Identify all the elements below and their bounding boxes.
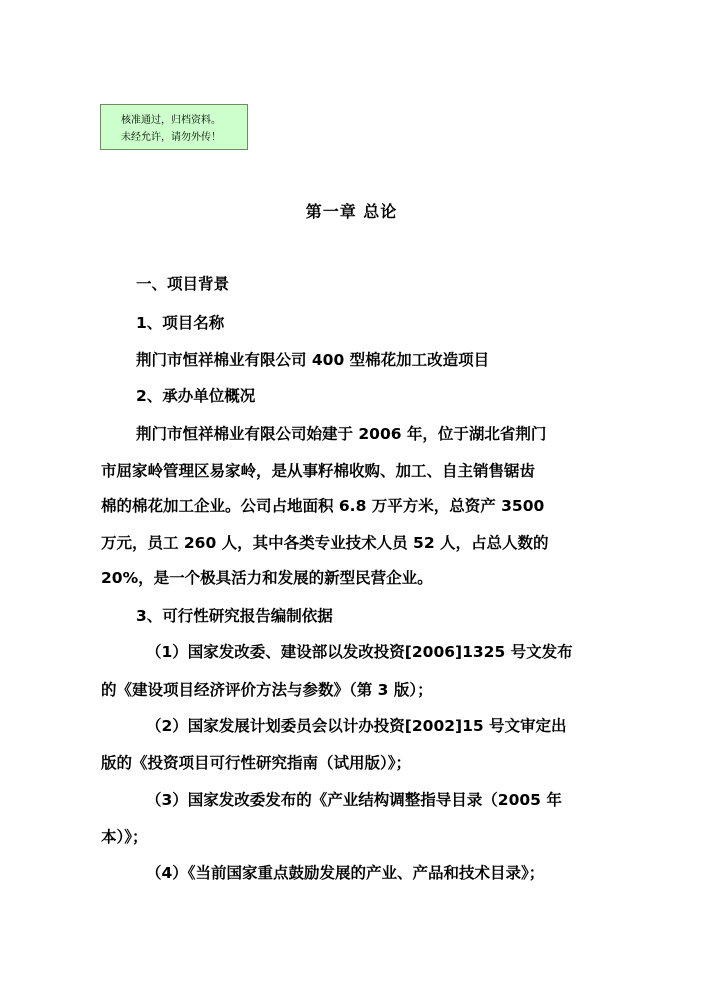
basis-item-1-line-2: 的《建设项目经济评价方法与参数》（第 3 版）；	[101, 681, 433, 699]
notice-line-1: 核准通过，归档资料。	[121, 115, 221, 126]
company-overview-line-2: 市屈家岭管理区易家岭，是从事籽棉收购、加工、自主销售锯齿	[101, 462, 536, 480]
basis-item-2-line-2: 版的《投资项目可行性研究指南（试用版）》；	[101, 754, 412, 772]
basis-item-4: （4）《当前国家重点鼓励发展的产业、产品和技术目录》；	[146, 864, 545, 882]
company-overview-line-3: 棉的棉花加工企业。公司占地面积 6.8 万平方米，总资产 3500	[101, 497, 545, 515]
basis-item-2-line-1: （2）国家发展计划委员会以计办投资[2002]15 号文审定出	[146, 717, 567, 735]
basis-item-3-line-1: （3）国家发改委发布的《产业结构调整指导目录（2005 年	[146, 791, 562, 809]
section-heading-background: 一、项目背景	[136, 275, 230, 293]
company-overview-line-1: 荆门市恒祥棉业有限公司始建于 2006 年，位于湖北省荆门	[136, 425, 547, 443]
subheading-report-basis: 3、可行性研究报告编制依据	[136, 607, 333, 625]
subheading-project-name: 1、项目名称	[136, 314, 225, 332]
company-overview-line-5: 20%，是一个极具活力和发展的新型民营企业。	[101, 569, 433, 587]
company-overview-line-4: 万元，员工 260 人，其中各类专业技术人员 52 人，占总人数的	[101, 534, 549, 552]
subheading-company-overview: 2、承办单位概况	[136, 387, 256, 405]
project-name-text: 荆门市恒祥棉业有限公司 400 型棉花加工改造项目	[136, 351, 490, 369]
basis-item-1-line-1: （1）国家发改委、建设部以发改投资[2006]1325 号文发布	[146, 643, 573, 661]
notice-line-2: 未经允许，请勿外传！	[121, 132, 221, 143]
chapter-title: 第一章 总论	[305, 202, 398, 221]
basis-item-3-line-2: 本）》；	[101, 828, 148, 846]
confidential-notice-box	[100, 104, 248, 150]
